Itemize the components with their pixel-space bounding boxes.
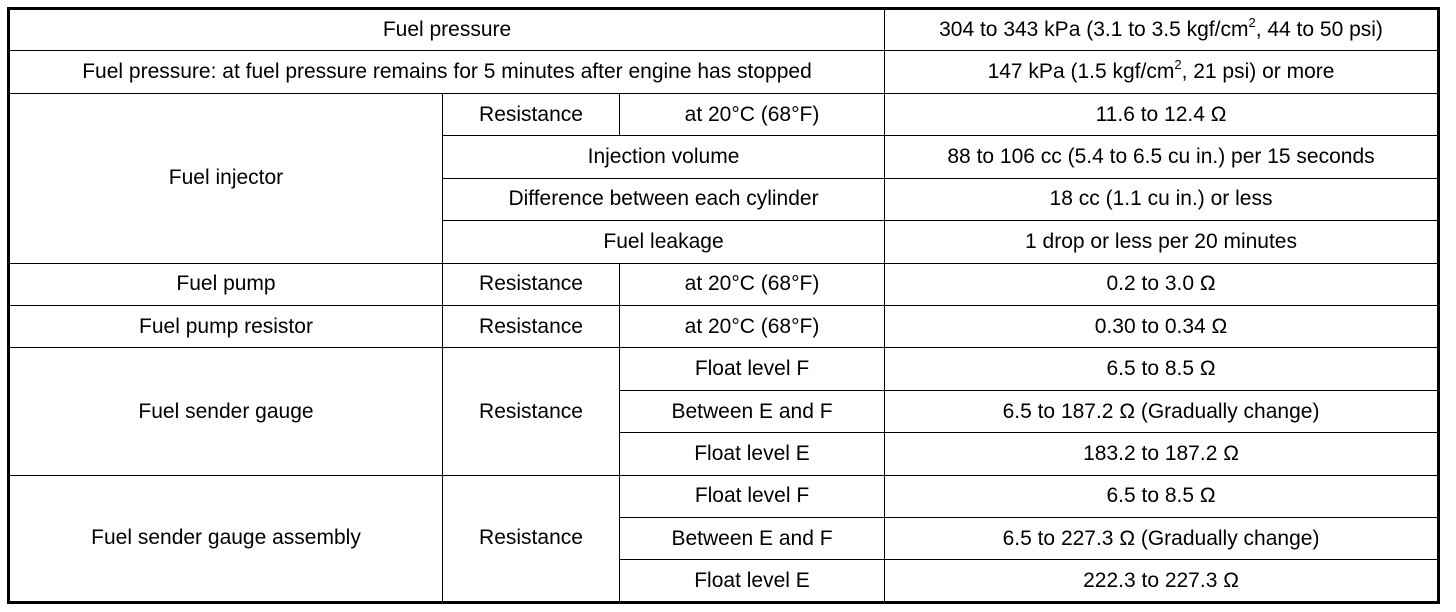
sender-gauge-assembly-between-label: Between E and F (620, 518, 885, 560)
fuel-pump-resistance-label: Resistance (443, 263, 620, 305)
sender-gauge-resistance-label: Resistance (443, 348, 620, 475)
injector-resistance-label: Resistance (443, 93, 620, 135)
sender-gauge-float-e-label: Float level E (620, 433, 885, 475)
sender-gauge-label: Fuel sender gauge (9, 348, 443, 475)
injection-volume-value: 88 to 106 cc (5.4 to 6.5 cu in.) per 15 seconds (885, 136, 1439, 178)
sender-gauge-between-label: Between E and F (620, 390, 885, 432)
fuel-pump-label: Fuel pump (9, 263, 443, 305)
sender-gauge-assembly-between-value: 6.5 to 227.3 Ω (Gradually change) (885, 518, 1439, 560)
sender-gauge-assembly-label: Fuel sender gauge assembly (9, 475, 443, 602)
table-row (9, 263, 1439, 305)
fuel-pump-resistor-label: Fuel pump resistor (9, 305, 443, 347)
sender-gauge-float-e-value: 183.2 to 187.2 Ω (885, 433, 1439, 475)
sender-gauge-float-f-value: 6.5 to 8.5 Ω (885, 348, 1439, 390)
fuel-pressure-label: Fuel pressure (9, 9, 885, 51)
table-row (9, 93, 1439, 135)
fuel-pressure-value: 304 to 343 kPa (3.1 to 3.5 kgf/$cm^2$, 44 to 50 psi) (885, 9, 1439, 51)
sender-gauge-assembly-float-e-value: 222.3 to 227.3 Ω (885, 560, 1439, 603)
fuel-system-spec-table (7, 7, 1440, 604)
cylinder-difference-value: 18 cc (1.1 cu in.) or less (885, 178, 1439, 220)
fuel-pump-condition: at 20°C (68°F) (620, 263, 885, 305)
injector-resistance-value: 11.6 to 12.4 Ω (885, 93, 1439, 135)
fuel-injector-label: Fuel injector (9, 93, 443, 263)
fuel-pump-value: 0.2 to 3.0 Ω (885, 263, 1439, 305)
table-row (9, 305, 1439, 347)
sender-gauge-assembly-float-f-value: 6.5 to 8.5 Ω (885, 475, 1439, 517)
fuel-pump-resistor-resistance-label: Resistance (443, 305, 620, 347)
injection-volume-label: Injection volume (443, 136, 885, 178)
residual-pressure-value: 147 kPa (1.5 kgf/$cm^2$, 21 psi) or more (885, 51, 1439, 93)
table-row (9, 348, 1439, 390)
sender-gauge-float-f-label: Float level F (620, 348, 885, 390)
table-row (9, 9, 1439, 51)
fuel-pump-resistor-condition: at 20°C (68°F) (620, 305, 885, 347)
sender-gauge-assembly-resistance-label: Resistance (443, 475, 620, 602)
sender-gauge-between-value: 6.5 to 187.2 Ω (Gradually change) (885, 390, 1439, 432)
residual-pressure-label: Fuel pressure: at fuel pressure remains for 5 minutes after engine has stopped (9, 51, 885, 93)
injector-resistance-condition: at 20°C (68°F) (620, 93, 885, 135)
sender-gauge-assembly-float-e-label: Float level E (620, 560, 885, 603)
sender-gauge-assembly-float-f-label: Float level F (620, 475, 885, 517)
fuel-pump-resistor-value: 0.30 to 0.34 Ω (885, 305, 1439, 347)
fuel-leakage-label: Fuel leakage (443, 221, 885, 263)
fuel-leakage-value: 1 drop or less per 20 minutes (885, 221, 1439, 263)
table-row (9, 51, 1439, 93)
table-row (9, 475, 1439, 517)
cylinder-difference-label: Difference between each cylinder (443, 178, 885, 220)
